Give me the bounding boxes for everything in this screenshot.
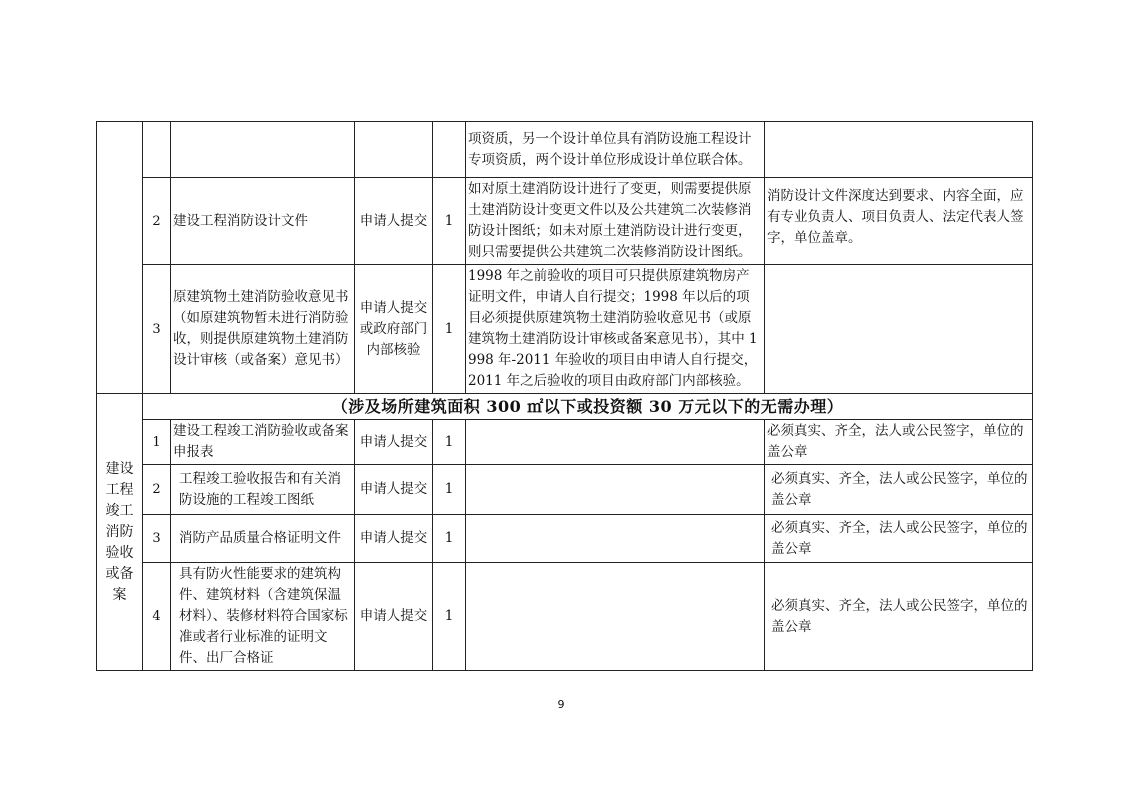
table-row — [97, 465, 1033, 515]
row-number: 2 — [143, 465, 171, 515]
material-copies: 1 — [433, 563, 466, 671]
table-row — [97, 178, 1033, 265]
material-requirements — [765, 122, 1033, 178]
material-name — [171, 122, 355, 178]
material-requirements: 必须真实、齐全，法人或公民签字，单位的盖公章 — [765, 515, 1033, 563]
row-number: 2 — [143, 178, 171, 265]
materials-table — [96, 121, 1032, 671]
material-notes — [466, 563, 765, 671]
material-notes — [466, 465, 765, 515]
material-source: 申请人提交或政府部门内部核验 — [355, 265, 433, 394]
material-name: 具有防火性能要求的建筑构件、建筑材料（含建筑保温材料）、装修材料符合国家标准或者行业标准的证明文件、出厂合格证 — [171, 563, 355, 671]
material-requirements — [765, 265, 1033, 394]
row-number: 4 — [143, 563, 171, 671]
material-source — [355, 122, 433, 178]
section-header: （涉及场所建筑面积 300 ㎡以下或投资额 30 万元以下的无需办理） — [143, 394, 1033, 420]
material-name: 消防产品质量合格证明文件 — [171, 515, 355, 563]
row-number: 1 — [143, 420, 171, 465]
table-row — [97, 515, 1033, 563]
material-requirements: 消防设计文件深度达到要求、内容全面，应有专业负责人、项目负责人、法定代表人签字，单位盖章。 — [765, 178, 1033, 265]
material-name: 建设工程竣工消防验收或备案申报表 — [171, 420, 355, 465]
material-source: 申请人提交 — [355, 465, 433, 515]
row-number: 3 — [143, 265, 171, 394]
material-notes: 项资质，另一个设计单位具有消防设施工程设计专项资质，两个设计单位形成设计单位联合体。 — [466, 122, 765, 178]
material-requirements: 必须真实、齐全，法人或公民签字，单位的盖公章 — [765, 420, 1033, 465]
material-requirements: 必须真实、齐全，法人或公民签字，单位的盖公章 — [765, 563, 1033, 671]
material-copies: 1 — [433, 465, 466, 515]
table-row — [97, 563, 1033, 671]
table-row — [97, 265, 1033, 394]
material-source: 申请人提交 — [355, 563, 433, 671]
section-header-row — [97, 394, 1033, 420]
material-notes — [466, 420, 765, 465]
table-row — [97, 122, 1033, 178]
material-name: 建设工程消防设计文件 — [171, 178, 355, 265]
page-number: 9 — [557, 698, 565, 711]
material-copies: 1 — [433, 515, 466, 563]
material-notes: 如对原土建消防设计进行了变更，则需要提供原土建消防设计变更文件以及公共建筑二次装修消防设计图纸；如未对原土建消防设计进行变更，则只需要提供公共建筑二次装修消防设计图纸。 — [466, 178, 765, 265]
material-name: 原建筑物土建消防验收意见书（如原建筑物暂未进行消防验收，则提供原建筑物土建消防设计审核（或备案）意见书） — [171, 265, 355, 394]
material-copies: 1 — [433, 420, 466, 465]
material-copies — [433, 122, 466, 178]
material-requirements: 必须真实、齐全，法人或公民签字，单位的盖公章 — [765, 465, 1033, 515]
material-name: 工程竣工验收报告和有关消防设施的工程竣工图纸 — [171, 465, 355, 515]
material-source: 申请人提交 — [355, 420, 433, 465]
category-cell: 建设工程竣工消防验收或备案 — [97, 394, 143, 671]
category-cell-empty — [97, 122, 143, 394]
table-row — [97, 420, 1033, 465]
material-copies: 1 — [433, 265, 466, 394]
material-source: 申请人提交 — [355, 515, 433, 563]
material-notes: 1998 年之前验收的项目可只提供原建筑物房产证明文件，申请人自行提交；1998 年以后的项目必须提供原建筑物土建消防验收意见书（或原建筑物土建消防设计审核或备案意见书），其中 1998 年-2011 年验收的项目由申请人自行提交，2011 年之后验收的项目由政府部门内部核验。 — [466, 265, 765, 394]
material-copies: 1 — [433, 178, 466, 265]
row-number — [143, 122, 171, 178]
material-source: 申请人提交 — [355, 178, 433, 265]
material-notes — [466, 515, 765, 563]
row-number: 3 — [143, 515, 171, 563]
